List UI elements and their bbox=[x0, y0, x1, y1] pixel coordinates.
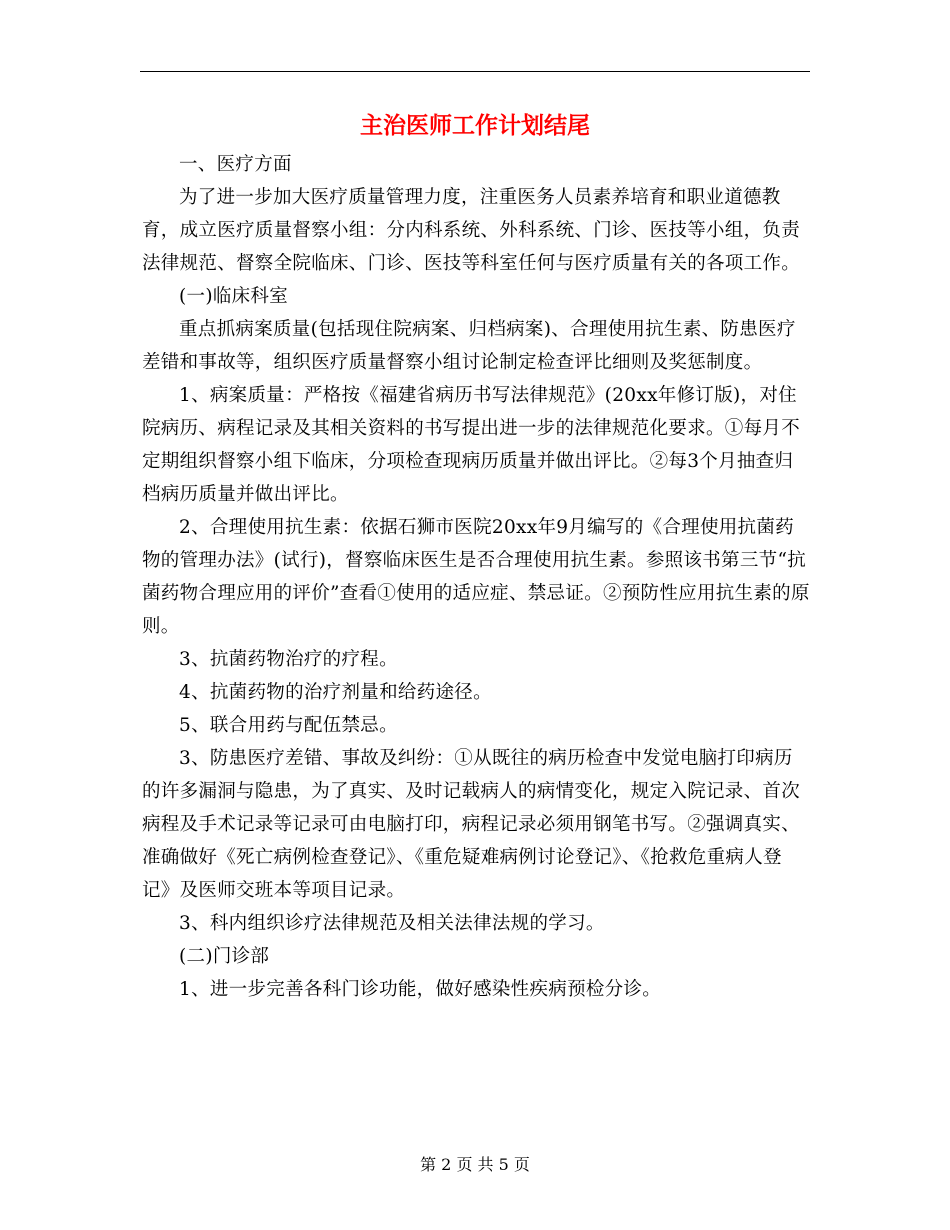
paragraph-treatment-course: 3、抗菌药物治疗的疗程。 bbox=[179, 649, 398, 670]
paragraph-outpatient-function: 1、进一步完善各科门诊功能，做好感染性疾病预检分诊。 bbox=[179, 979, 662, 1000]
paragraph-regulation-study: 3、科内组织诊疗法律规范及相关法律法规的学习。 bbox=[179, 913, 605, 934]
subsection-heading-outpatient: (二)门诊部 bbox=[179, 946, 270, 967]
header-rule bbox=[140, 71, 810, 72]
document-body bbox=[142, 148, 810, 1006]
paragraph-dosage-route: 4、抗菌药物的治疗剂量和给药途径。 bbox=[179, 682, 492, 703]
paragraph-combination-drugs: 5、联合用药与配伍禁忌。 bbox=[179, 715, 398, 736]
page-number-footer: 第 2 页 共 5 页 bbox=[420, 1155, 530, 1174]
section-heading-medical: 一、医疗方面 bbox=[179, 154, 292, 175]
subsection-heading-clinical: (一)临床科室 bbox=[179, 286, 289, 307]
paragraph-clinical-focus: 重点抓病案质量(包括现住院病案、归档病案)、合理使用抗生素、防患医疗差错和事故等，组织医疗质量督察小组讨论制定检查评比细则及奖惩制度。 bbox=[142, 319, 796, 373]
document-title: 主治医师工作计划结尾 bbox=[360, 112, 590, 139]
paragraph-antibiotics: 2、合理使用抗生素：依据石狮市医院20xx年9月编写的《合理使用抗菌药物的管理办法》(试行)，督察临床医生是否合理使用抗生素。参照该书第三节“抗菌药物合理应用的评价”查看①使用的适应症、禁忌证。②预防性应用抗生素的原则。 bbox=[142, 517, 810, 637]
paragraph-medical-record-quality: 1、病案质量：严格按《福建省病历书写法律规范》(20xx年修订版)，对住院病历、病程记录及其相关资料的书写提出进一步的法律规范化要求。①每月不定期组织督察小组下临床，分项检查现病历质量并做出评比。②每3个月抽查归档病历质量并做出评比。 bbox=[142, 385, 801, 505]
paragraph-quality-supervision: 为了进一步加大医疗质量管理力度，注重医务人员素养培育和职业道德教育，成立医疗质量督察小组：分内科系统、外科系统、门诊、医技等小组，负责法律规范、督察全院临床、门诊、医技等科室任何与医疗质量有关的各项工作。 bbox=[142, 187, 801, 274]
paragraph-error-prevention: 3、防患医疗差错、事故及纠纷：①从既往的病历检查中发觉电脑打印病历的许多漏洞与隐患，为了真实、及时记载病人的病情变化，规定入院记录、首次病程及手术记录等记录可由电脑打印，病程记录必须用钢笔书写。②强调真实、准确做好《死亡病例检查登记》、《重危疑难病例讨论登记》、《抢救危重病人登记》及医师交班本等项目记录。 bbox=[142, 748, 801, 901]
